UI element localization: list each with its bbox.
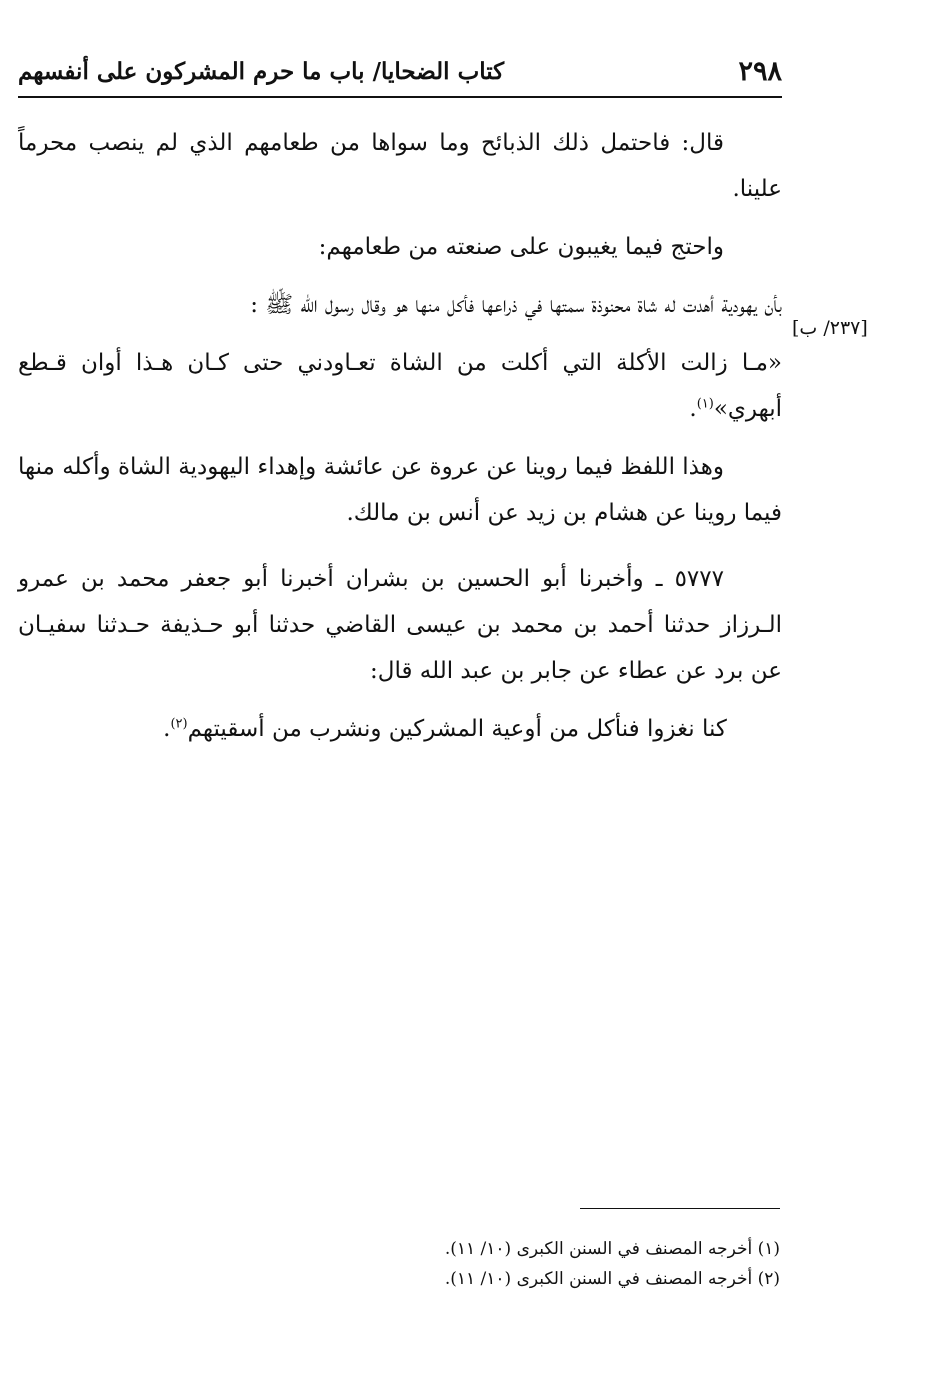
hadith-matn: كنا نغزوا فنأكل من أوعية المشركين ونشرب من أسقيتهم$^{(٢)}$. [163,716,727,742]
page-header [18,52,782,96]
paragraph-2: واحتج فيما يغيبون على صنعته من طعامهم: [318,234,724,260]
paragraph-4: «مـا زالت الأكلة التي أكلت من الشاة تعـاودني حتى كـان هـذا أوان قـطع أبهري»$^{(١)}$. [18,350,782,422]
page-number: ٢٩٨ [738,56,782,87]
footnote-ref-2: (٢) [170,716,188,732]
footnote-divider [580,1208,780,1209]
quote-text: «مـا زالت الأكلة التي أكلت من الشاة تعـاودني حتى كـان هـذا أوان قـطع أبهري» [18,350,782,422]
matn-text: كنا نغزوا فنأكل من أوعية المشركين ونشرب من أسقيتهم [187,716,727,742]
hadith-isnad: ٥٧٧٧ ـ وأخبرنا أبو الحسين بن بشران أخبرنا أبو جعفر محمد بن عمرو الـرزاز حدثنا أحمد بن محمد بن عيسى القاضي حدثنا أبو حـذيفة حـدثنا سفيـان عن برد عن عطاء عن جابر بن عبد الله قال: [18,566,782,684]
footnote-1: (١) أخرجه المصنف في السنن الكبرى (١٠/ ١١). [444,1239,780,1259]
margin-folio-note: [٢٣٧/ ب] [792,317,868,339]
main-text [18,120,782,752]
header-divider [18,96,782,98]
footnotes [380,1234,780,1294]
paragraph-1: قال: فاحتمل ذلك الذبائح وما سواها من طعامهم الذي لم ينصب محرماً علينا. [18,130,782,202]
footnote-2: (٢) أخرجه المصنف في السنن الكبرى (١٠/ ١١). [444,1269,780,1289]
footnote-ref-1: (١) [696,396,714,412]
running-title: كتاب الضحايا/ باب ما حرم المشركون على أنفسهم [18,58,505,85]
paragraph-3: بأن يهودية أهدت له شاة محنوذة سمتها في ذراعها فأكل منها هو وقال رسول الله ﷺ : [250,292,782,318]
paragraph-5: وهذا اللفظ فيما روينا عن عروة عن عائشة وإهداء اليهودية الشاة وأكله منها فيما روينا عن هشام بن زيد عن أنس بن مالك. [18,454,782,526]
